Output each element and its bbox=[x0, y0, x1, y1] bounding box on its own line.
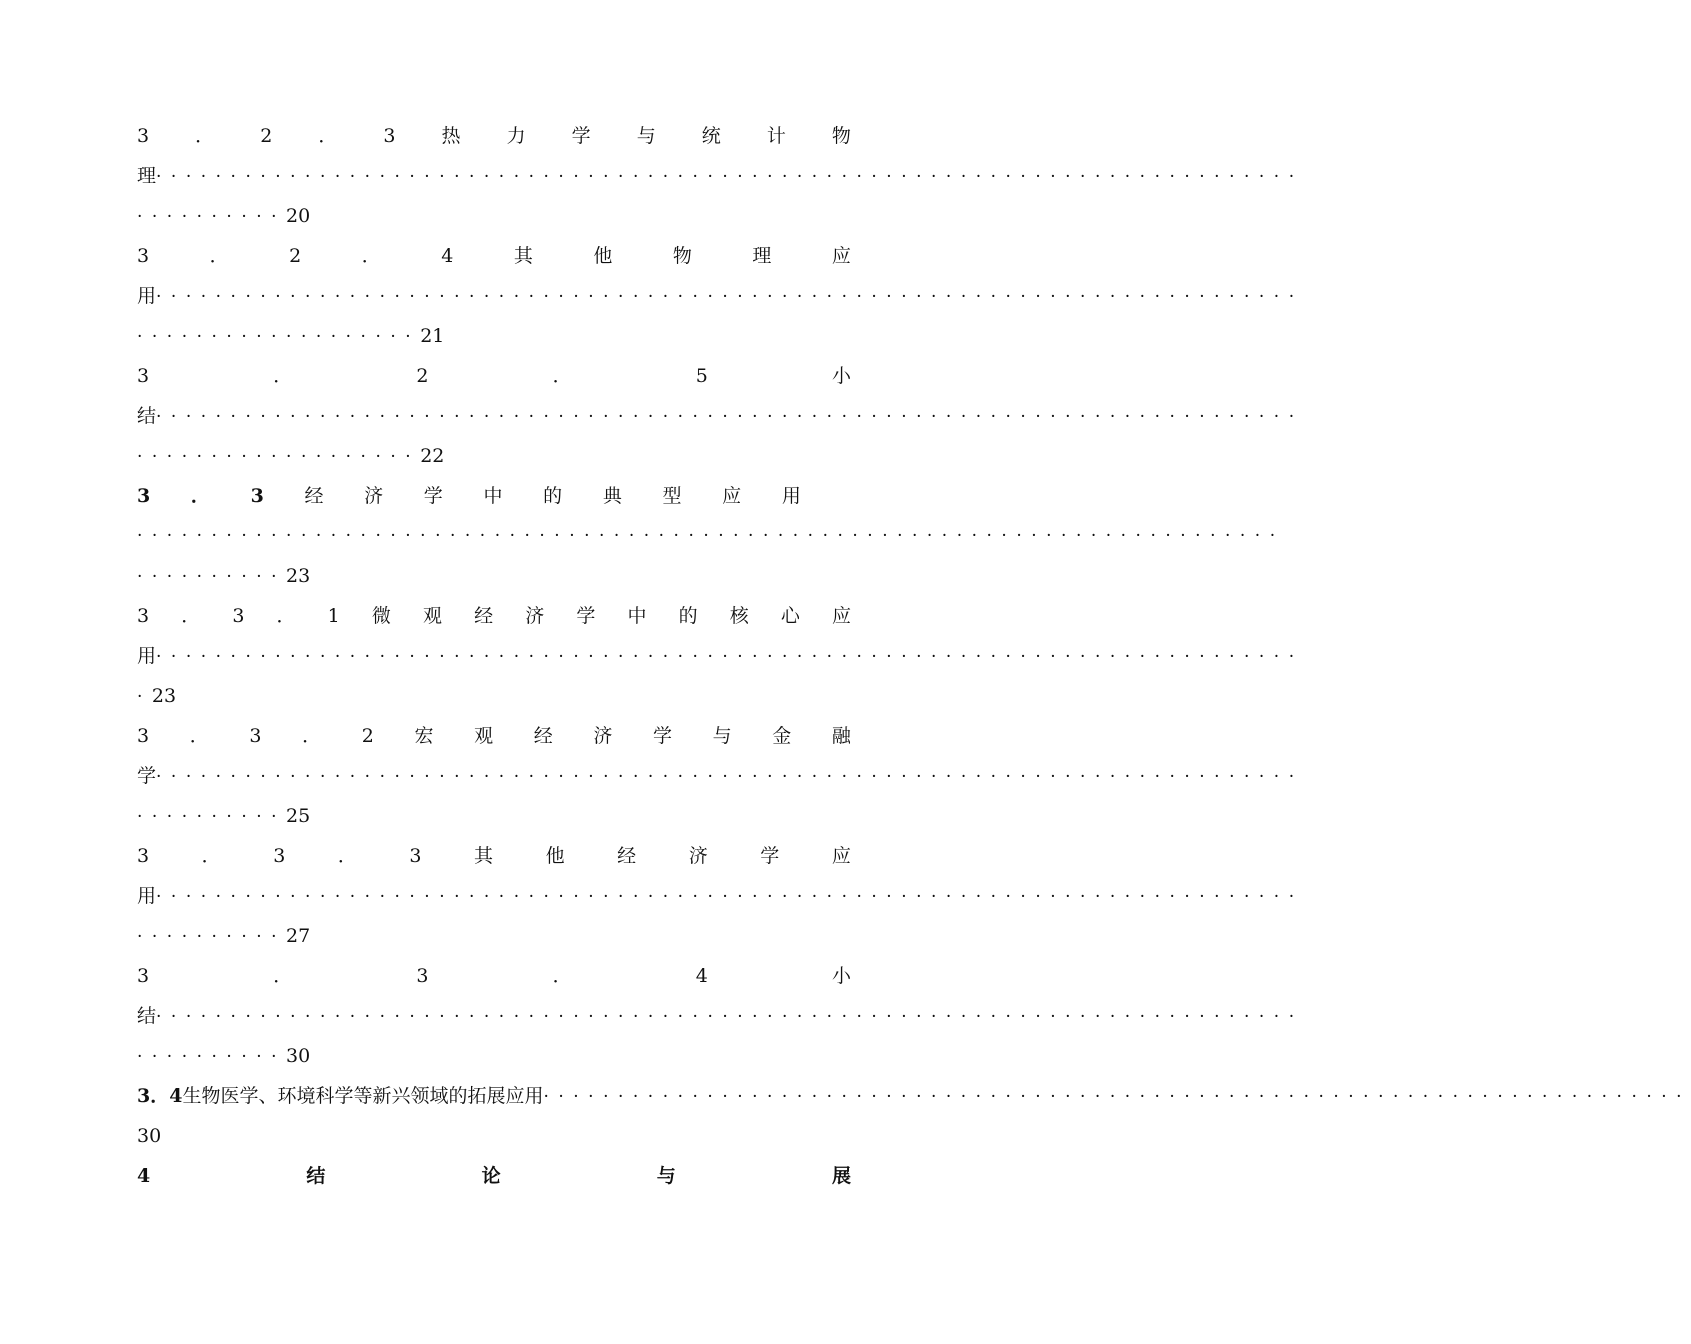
toc-entry-3-3-page bbox=[137, 562, 851, 590]
toc-text: 3 bbox=[137, 485, 151, 507]
toc-text: 应 bbox=[722, 485, 742, 507]
toc-text: 应 bbox=[831, 845, 851, 867]
toc-text: 用 bbox=[137, 885, 157, 907]
toc-text: 物 bbox=[672, 245, 692, 267]
toc-text: 金 bbox=[772, 725, 792, 747]
toc-text: 结 bbox=[306, 1165, 326, 1187]
toc-entry-3-3-leader bbox=[137, 522, 1285, 550]
toc-entry-3-2-3-leader bbox=[137, 162, 1304, 190]
toc-text: 观 bbox=[422, 605, 442, 627]
toc-text: 4 bbox=[695, 965, 708, 987]
toc-entry-3-2-3-heading[interactable] bbox=[137, 122, 851, 150]
dot-leader: ············································································· bbox=[543, 1087, 1691, 1107]
toc-entry-3-4-page bbox=[137, 1122, 851, 1150]
dot-leader: ·········· bbox=[137, 207, 287, 227]
toc-entry-3-3-3-page bbox=[137, 922, 851, 950]
page-number: 22 bbox=[420, 445, 445, 467]
toc-text: 用 bbox=[137, 645, 157, 667]
toc-text: 的 bbox=[678, 605, 698, 627]
toc-text: 心 bbox=[780, 605, 800, 627]
toc-text: 结 bbox=[137, 1005, 157, 1027]
page-number: 23 bbox=[151, 685, 177, 707]
toc-text: 他 bbox=[593, 245, 613, 267]
toc-text: 用 bbox=[137, 285, 157, 307]
toc-text: 经 bbox=[617, 845, 637, 867]
toc-entry-3-3-4-leader bbox=[137, 1002, 1304, 1030]
toc-entry-3-3-1-page bbox=[137, 682, 851, 710]
toc-text: 3 bbox=[232, 605, 245, 627]
toc-text: 5 bbox=[695, 365, 708, 387]
toc-text: 4 bbox=[137, 1165, 151, 1187]
toc-text: 力 bbox=[506, 125, 526, 147]
toc-text: 观 bbox=[474, 725, 494, 747]
toc-entry-3-3-2-heading[interactable] bbox=[137, 722, 851, 750]
toc-text: 经 bbox=[304, 485, 324, 507]
toc-text: 济 bbox=[593, 725, 613, 747]
toc-text: 经 bbox=[533, 725, 553, 747]
toc-text: 用 bbox=[781, 485, 801, 507]
dot-leader: · bbox=[137, 687, 152, 707]
toc-text: 3 bbox=[137, 365, 150, 387]
toc-entry-3-3-1-leader bbox=[137, 642, 1304, 670]
dot-leader: ············································································· bbox=[137, 526, 1285, 546]
dot-leader: ·········· bbox=[137, 927, 287, 947]
toc-text: ． bbox=[209, 245, 229, 267]
toc-text: 典 bbox=[602, 485, 622, 507]
toc-text: 3 bbox=[137, 125, 150, 147]
toc-text: ． bbox=[276, 605, 296, 627]
toc-text: 与 bbox=[636, 125, 656, 147]
toc-text: 学 bbox=[653, 725, 673, 747]
toc-text: ． bbox=[318, 125, 338, 147]
toc-entry-3-2-4-heading[interactable] bbox=[137, 242, 851, 270]
toc-text: 小 bbox=[831, 965, 851, 987]
toc-entry-3-4-heading[interactable] bbox=[137, 1082, 1691, 1110]
toc-entry-3-3-3-leader bbox=[137, 882, 1304, 910]
toc-text: ． bbox=[552, 965, 572, 987]
toc-text: 3 bbox=[273, 845, 286, 867]
dot-leader: ·········· bbox=[137, 567, 287, 587]
toc-text: ． bbox=[552, 365, 572, 387]
toc-text: 学 bbox=[423, 485, 443, 507]
toc-text: 物 bbox=[831, 125, 851, 147]
toc-text: 的 bbox=[543, 485, 563, 507]
page-number: 30 bbox=[137, 1125, 162, 1147]
toc-text: 2 bbox=[260, 125, 273, 147]
dot-leader: ··················· bbox=[137, 447, 421, 467]
toc-text: 统 bbox=[701, 125, 721, 147]
toc-text: 他 bbox=[545, 845, 565, 867]
page-number: 27 bbox=[286, 925, 311, 947]
toc-text: ． bbox=[337, 845, 357, 867]
toc-text: ． bbox=[273, 365, 293, 387]
toc-text: 2 bbox=[416, 365, 429, 387]
toc-entry-4-heading[interactable] bbox=[137, 1162, 851, 1190]
toc-number: 3．4 bbox=[137, 1085, 183, 1107]
toc-text: 学 bbox=[571, 125, 591, 147]
toc-text: ． bbox=[195, 125, 215, 147]
toc-text: ． bbox=[181, 605, 201, 627]
toc-text: 型 bbox=[662, 485, 682, 507]
page-number: 20 bbox=[286, 205, 311, 227]
dot-leader: ············································································· bbox=[156, 767, 1304, 787]
toc-entry-3-2-4-page bbox=[137, 322, 851, 350]
toc-text: 理 bbox=[752, 245, 772, 267]
toc-text: 计 bbox=[766, 125, 786, 147]
toc-text: 展 bbox=[831, 1165, 851, 1187]
page-number: 23 bbox=[286, 565, 311, 587]
toc-text: 论 bbox=[481, 1165, 501, 1187]
toc-text: 与 bbox=[656, 1165, 676, 1187]
dot-leader: ············································································· bbox=[156, 167, 1304, 187]
toc-text: 其 bbox=[474, 845, 494, 867]
dot-leader: ··················· bbox=[137, 327, 421, 347]
toc-text: 3 bbox=[137, 845, 150, 867]
toc-text: 3 bbox=[249, 725, 262, 747]
toc-text: 2 bbox=[289, 245, 302, 267]
toc-entry-3-2-3-page bbox=[137, 202, 851, 230]
toc-text: 中 bbox=[627, 605, 647, 627]
dot-leader: ············································································· bbox=[156, 287, 1304, 307]
toc-text: 学 bbox=[760, 845, 780, 867]
toc-entry-3-2-5-leader bbox=[137, 402, 1304, 430]
toc-text: 3 bbox=[409, 845, 422, 867]
toc-text: 其 bbox=[513, 245, 533, 267]
toc-text: 3 bbox=[416, 965, 429, 987]
toc-text: 融 bbox=[831, 725, 851, 747]
toc-entry-3-3-2-page bbox=[137, 802, 851, 830]
toc-entry-3-2-5-page bbox=[137, 442, 851, 470]
toc-text: ． bbox=[302, 725, 322, 747]
toc-entry-3-2-5-heading[interactable] bbox=[137, 362, 851, 390]
toc-text: 理 bbox=[137, 165, 157, 187]
toc-text: 学 bbox=[137, 765, 157, 787]
toc-entry-3-3-4-heading[interactable] bbox=[137, 962, 851, 990]
page-number: 30 bbox=[286, 1045, 311, 1067]
page-number: 25 bbox=[286, 805, 311, 827]
toc-text: 经 bbox=[474, 605, 494, 627]
toc-entry-3-3-heading[interactable] bbox=[137, 482, 801, 510]
toc-text: 3 bbox=[383, 125, 396, 147]
toc-text: 微 bbox=[371, 605, 391, 627]
toc-text: 学 bbox=[576, 605, 596, 627]
dot-leader: ·········· bbox=[137, 1047, 287, 1067]
toc-text: 小 bbox=[831, 365, 851, 387]
toc-text: 热 bbox=[441, 125, 461, 147]
toc-text: 核 bbox=[729, 605, 749, 627]
toc-text: ． bbox=[273, 965, 293, 987]
toc-text: ． bbox=[190, 485, 210, 507]
toc-text: 中 bbox=[483, 485, 503, 507]
toc-text: 济 bbox=[364, 485, 384, 507]
toc-entry-3-3-2-leader bbox=[137, 762, 1304, 790]
page-number: 21 bbox=[420, 325, 445, 347]
toc-text: 济 bbox=[525, 605, 545, 627]
toc-text: 4 bbox=[441, 245, 454, 267]
toc-entry-3-3-4-page bbox=[137, 1042, 851, 1070]
toc-text: ． bbox=[201, 845, 221, 867]
toc-text: 应 bbox=[831, 245, 851, 267]
toc-text: 1 bbox=[327, 605, 340, 627]
toc-text: 3 bbox=[137, 965, 150, 987]
toc-entry-3-3-3-heading[interactable] bbox=[137, 842, 851, 870]
dot-leader: ············································································· bbox=[156, 647, 1304, 667]
toc-text: 应 bbox=[831, 605, 851, 627]
toc-text: 结 bbox=[137, 405, 157, 427]
dot-leader: ············································································· bbox=[156, 887, 1304, 907]
dot-leader: ············································································· bbox=[156, 407, 1304, 427]
dot-leader: ············································································· bbox=[156, 1007, 1304, 1027]
toc-text: 济 bbox=[688, 845, 708, 867]
toc-text: 3 bbox=[250, 485, 264, 507]
toc-text: 宏 bbox=[414, 725, 434, 747]
toc-entry-3-2-4-leader bbox=[137, 282, 1304, 310]
toc-text: 3 bbox=[137, 245, 150, 267]
toc-text: 2 bbox=[361, 725, 374, 747]
dot-leader: ·········· bbox=[137, 807, 287, 827]
toc-text: ． bbox=[189, 725, 209, 747]
toc-text: ． bbox=[361, 245, 381, 267]
toc-text: 3 bbox=[137, 605, 150, 627]
toc-entry-3-3-1-heading[interactable] bbox=[137, 602, 851, 630]
toc-text: 3 bbox=[137, 725, 150, 747]
toc-text: 与 bbox=[712, 725, 732, 747]
toc-text: 生物医学、环境科学等新兴领域的拓展应用 bbox=[182, 1085, 544, 1107]
